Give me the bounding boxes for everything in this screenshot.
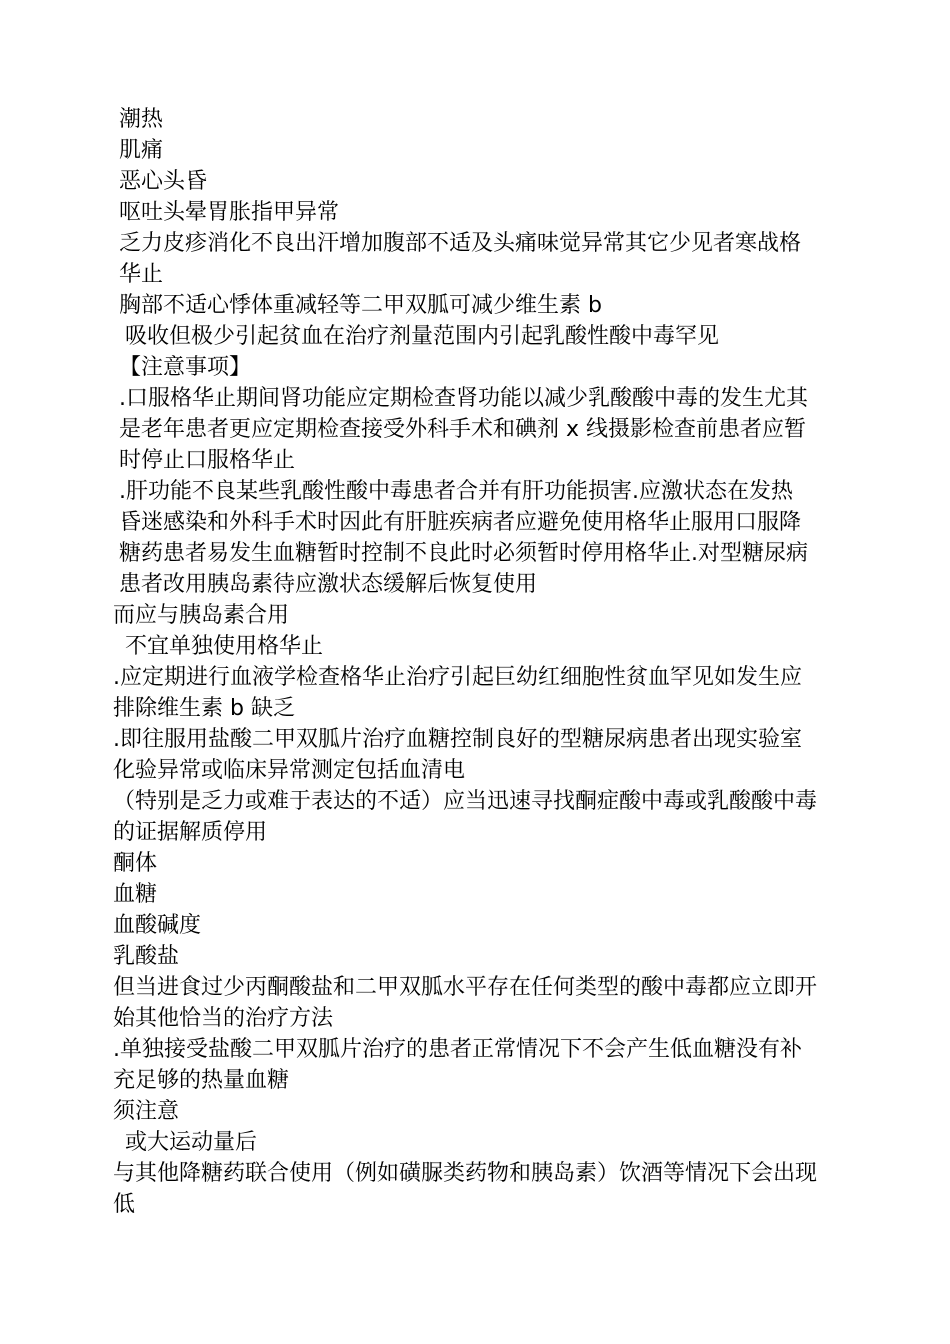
text-line-nausea: 恶心头昏 — [119, 169, 208, 194]
text-line-ketone: 酮体 — [113, 851, 158, 876]
text-line-liver-1: .肝功能不良某些乳酸性酸中毒患者合并有肝功能损害.应激状态在发热 — [119, 479, 793, 504]
text-line-kidney-2: 是老年患者更应定期检查接受外科手术和碘剂 x 线摄影检查前患者应暂 — [119, 417, 807, 442]
text-line-kidney-3: 时停止口服格华止 — [119, 448, 296, 473]
text-line-insulin: 而应与胰岛素合用 — [113, 603, 290, 628]
text-line-ph: 血酸碱度 — [113, 913, 202, 938]
text-line-lactate: 乳酸盐 — [113, 944, 180, 969]
section-heading-precautions: 【注意事项】 — [119, 355, 252, 380]
text-line-liver-3: 糖药患者易发生血糖暂时控制不良此时必须暂时停用格华止.对型糖尿病 — [119, 541, 808, 566]
text-line-myalgia: 肌痛 — [119, 138, 164, 163]
text-line-blood-2: 排除维生素 b 缺乏 — [113, 696, 295, 721]
text-line-blood-1: .应定期进行血液学检查格华止治疗引起巨幼红细胞性贫血罕见如发生应 — [113, 665, 802, 690]
text-line-low: 低 — [113, 1192, 136, 1217]
text-line-drug-name: 华止 — [119, 262, 164, 287]
text-line-liver-4: 患者改用胰岛素待应激状态缓解后恢复使用 — [119, 572, 538, 597]
text-line-liver-2: 昏迷感染和外科手术时因此有肝脏疾病者应避免使用格华止服用口服降 — [119, 510, 802, 535]
text-line-exercise: 或大运动量后 — [125, 1130, 258, 1155]
text-line-hypo-2: 充足够的热量血糖 — [113, 1068, 290, 1093]
text-line-fatigue-note: （特别是乏力或难于表达的不适）应当迅速寻找酮症酸中毒或乳酸酸中毒 — [113, 789, 818, 814]
text-line-evidence: 的证据解质停用 — [113, 820, 268, 845]
text-line-kidney-1: .口服格华止期间肾功能应定期检查肾功能以减少乳酸酸中毒的发生尤其 — [119, 386, 808, 411]
text-line-acidosis-1: 但当进食过少丙酮酸盐和二甲双胍水平存在任何类型的酸中毒都应立即开 — [113, 975, 818, 1000]
text-line-chest: 胸部不适心悸体重减轻等二甲双胍可减少维生素 b — [119, 293, 602, 318]
text-line-glucose: 血糖 — [113, 882, 158, 907]
text-line-fatigue: 乏力皮疹消化不良出汗增加腹部不适及头痛味觉异常其它少见者寒战格 — [119, 231, 802, 256]
text-line-acidosis-2: 始其他恰当的治疗方法 — [113, 1006, 334, 1031]
text-line-previous-2: 化验异常或临床异常测定包括血清电 — [113, 758, 466, 783]
text-line-combination: 与其他降糖药联合使用（例如磺脲类药物和胰岛素）饮酒等情况下会出现 — [113, 1161, 818, 1186]
text-line-absorption: 吸收但极少引起贫血在治疗剂量范围内引起乳酸性酸中毒罕见 — [125, 324, 720, 349]
text-line-not-alone: 不宜单独使用格华止 — [125, 634, 324, 659]
text-line-previous-1: .即往服用盐酸二甲双胍片治疗血糖控制良好的型糖尿病患者出现实验室 — [113, 727, 802, 752]
text-line-vomiting: 呕吐头晕胃胀指甲异常 — [119, 200, 340, 225]
text-line-hot-flush: 潮热 — [119, 107, 164, 132]
text-line-hypo-1: .单独接受盐酸二甲双胍片治疗的患者正常情况下不会产生低血糖没有补 — [113, 1037, 802, 1062]
text-line-caution: 须注意 — [113, 1099, 180, 1124]
